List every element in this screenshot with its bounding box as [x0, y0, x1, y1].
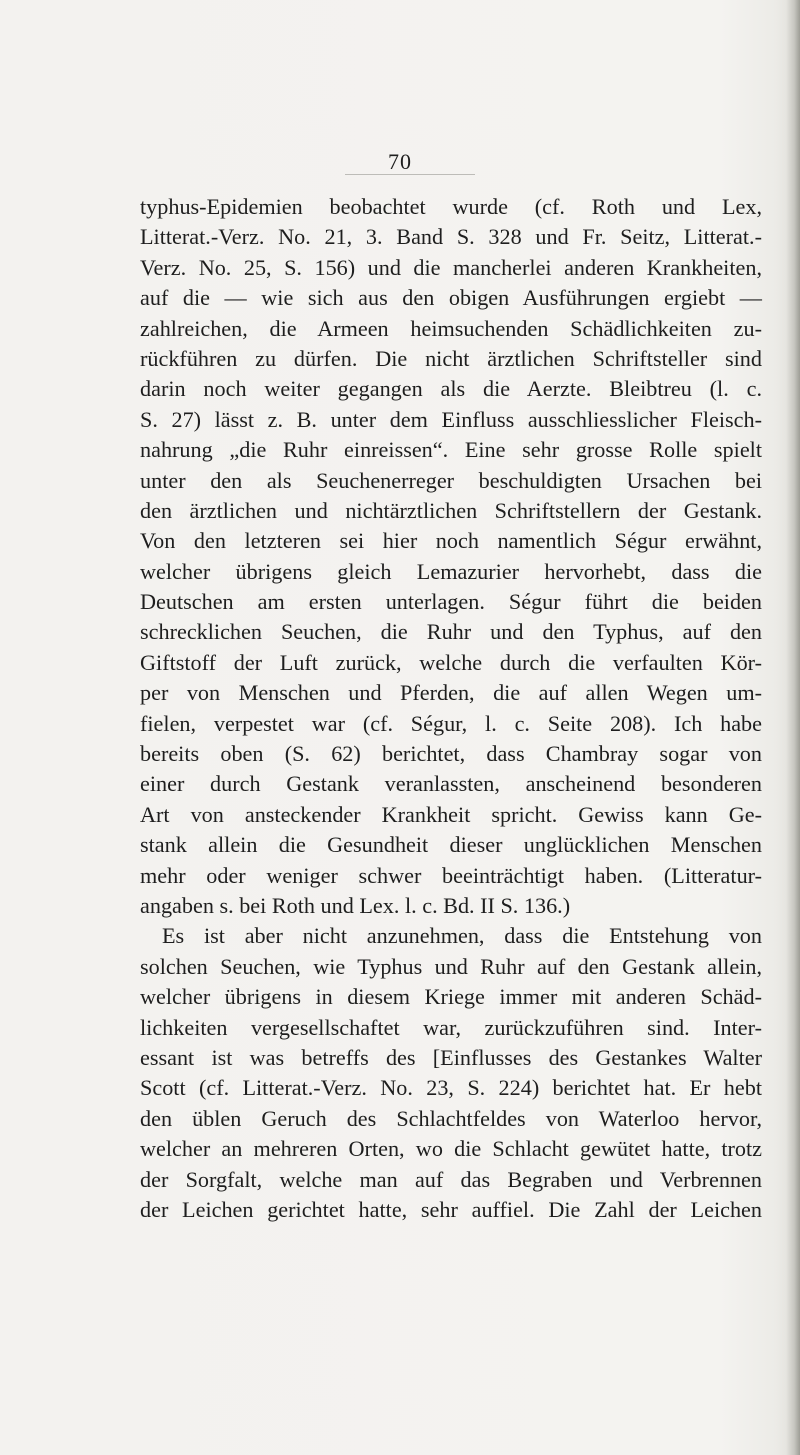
- text-line: Von den letzteren sei hier noch namentlich Ségur erwähnt,: [140, 528, 762, 554]
- text-line: Scott (cf. Litterat.-Verz. No. 23, S. 224) berichtet hat. Er hebt: [140, 1075, 762, 1101]
- text-line: bereits oben (S. 62) berichtet, dass Chambray sogar von: [140, 741, 762, 767]
- text-line: fielen, verpestet war (cf. Ségur, l. c. Seite 208). Ich habe: [140, 710, 762, 736]
- text-line: rückführen zu dürfen. Die nicht ärztlichen Schriftsteller sind: [140, 345, 762, 371]
- text-line: darin noch weiter gegangen als die Aerzte. Bleibtreu (l. c.: [140, 376, 762, 402]
- text-line: welcher an mehreren Orten, wo die Schlacht gewütet hatte, trotz: [140, 1136, 762, 1162]
- text-line: Litterat.-Verz. No. 21, 3. Band S. 328 und Fr. Seitz, Litterat.-: [140, 224, 762, 250]
- text-line: schrecklichen Seuchen, die Ruhr und den Typhus, auf den: [140, 619, 762, 645]
- text-line: Es ist aber nicht anzunehmen, dass die Entstehung von: [162, 923, 762, 949]
- text-line: Deutschen am ersten unterlagen. Ségur führt die beiden: [140, 589, 762, 615]
- page-number: 70: [388, 149, 412, 174]
- text-line: den ärztlichen und nichtärztlichen Schriftstellern der Gestank.: [140, 497, 762, 523]
- text-line: Giftstoff der Luft zurück, welche durch die verfaulten Kör-: [140, 649, 762, 675]
- text-line: den üblen Geruch des Schlachtfeldes von Waterloo hervor,: [140, 1105, 762, 1131]
- text-line: nahrung „die Ruhr einreissen“. Eine sehr grosse Rolle spielt: [140, 437, 762, 463]
- text-line: welcher übrigens gleich Lemazurier hervorhebt, dass die: [140, 558, 762, 584]
- page-edge-shadow: [786, 0, 800, 1455]
- text-line: Art von ansteckender Krankheit spricht. Gewiss kann Ge-: [140, 801, 762, 827]
- text-line: unter den als Seuchenerreger beschuldigten Ursachen bei: [140, 467, 762, 493]
- text-line: der Leichen gerichtet hatte, sehr auffiel. Die Zahl der Leichen: [140, 1196, 762, 1222]
- text-line: S. 27) lässt z. B. unter dem Einfluss ausschliesslicher Fleisch-: [140, 406, 762, 432]
- text-line: stank allein die Gesundheit dieser unglücklichen Menschen: [140, 832, 762, 858]
- text-line: essant ist was betreffs des [Einflusses des Gestankes Walter: [140, 1044, 762, 1070]
- text-line: solchen Seuchen, wie Typhus und Ruhr auf den Gestank allein,: [140, 953, 762, 979]
- body-text: [140, 192, 762, 1225]
- text-line: einer durch Gestank veranlassten, anscheinend besonderen: [140, 771, 762, 797]
- text-line: Verz. No. 25, S. 156) und die mancherlei anderen Krankheiten,: [140, 254, 762, 280]
- text-line: zahlreichen, die Armeen heimsuchenden Schädlichkeiten zu-: [140, 315, 762, 341]
- text-line: lichkeiten vergesellschaftet war, zurückzuführen sind. Inter-: [140, 1014, 762, 1040]
- text-line: typhus-Epidemien beobachtet wurde (cf. Roth und Lex,: [140, 194, 762, 219]
- text-line: angaben s. bei Roth und Lex. l. c. Bd. II S. 136.): [140, 892, 571, 918]
- text-line: der Sorgfalt, welche man auf das Begraben und Verbrennen: [140, 1166, 762, 1192]
- header-rule: [345, 174, 475, 175]
- text-line: mehr oder weniger schwer beeinträchtigt haben. (Litteratur-: [140, 862, 762, 888]
- text-line: welcher übrigens in diesem Kriege immer mit anderen Schäd-: [140, 984, 762, 1010]
- text-line: per von Menschen und Pferden, die auf allen Wegen um-: [140, 680, 762, 706]
- text-line: auf die — wie sich aus den obigen Ausführungen ergiebt —: [140, 285, 762, 311]
